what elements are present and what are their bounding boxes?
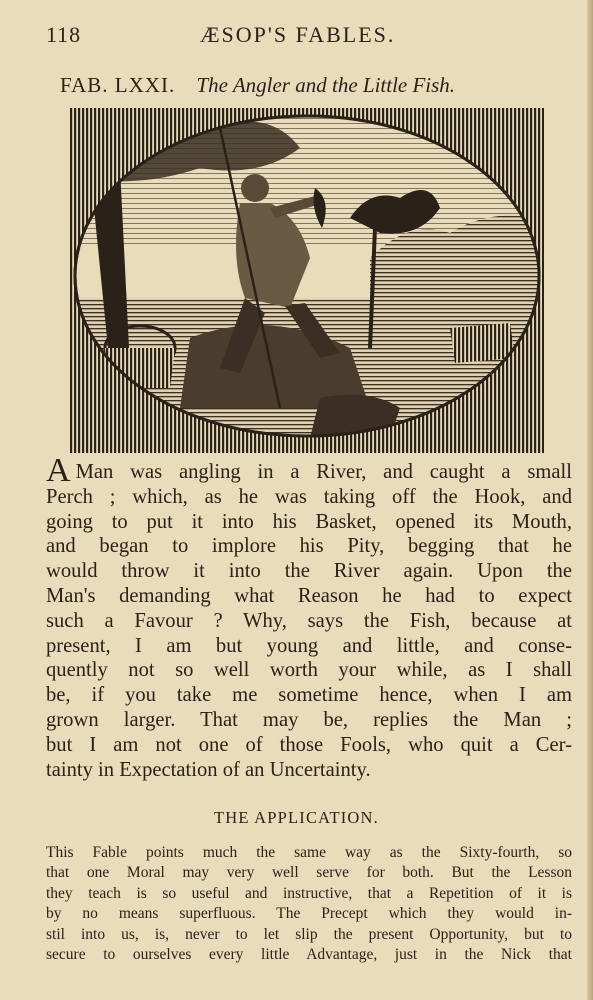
- application-line: stil into us, is, never to let slip the present Opportunity, but to: [46, 925, 572, 943]
- dropcap: A: [46, 452, 71, 489]
- fable-line: but I am not one of those Fools, who quit a Cer-: [46, 733, 572, 756]
- fable-line: Perch ; which, as he was taking off the Hook, and: [46, 485, 572, 508]
- fable-line: would throw it into the River again. Upon the: [46, 560, 572, 583]
- application-line: This Fable points much the same way as the Sixty-fourth, so: [46, 844, 572, 861]
- application-line: that one Moral may very well serve for both. But the Lesson: [46, 864, 572, 882]
- fable-line: and began to implore his Pity, begging that he: [46, 535, 572, 558]
- book-title: ÆSOP'S FABLES.: [200, 22, 396, 47]
- application-line: secure to ourselves every little Advantage, just in the Nick that: [46, 945, 572, 963]
- fable-line: present, I am but young and little, and conse-: [46, 634, 572, 657]
- fable-heading: [60, 73, 563, 98]
- woodcut-illustration: [70, 108, 544, 453]
- fable-line: going to put it into his Basket, opened its Mouth,: [46, 510, 572, 533]
- page-number: 118: [46, 22, 82, 47]
- application-body: [46, 843, 572, 965]
- fable-line: tainty in Expectation of an Uncertainty.: [46, 758, 371, 781]
- running-head: [46, 22, 569, 52]
- fable-body: [46, 452, 572, 782]
- application-line: they teach is so useful and instructive, that a Repetition of it is: [46, 884, 572, 902]
- page-edge: [587, 0, 593, 1000]
- application-line: by no means superfluous. The Precept which they would in-: [46, 905, 572, 923]
- fable-line: quently not so well worth your while, as I shall: [46, 659, 572, 682]
- application-heading: THE APPLICATION.: [214, 808, 379, 827]
- fable-line-1: A Man was angling in a River, and caught a small: [46, 452, 572, 489]
- angler-engraving: [70, 108, 544, 453]
- fable-line: be, if you take me sometime hence, when I am: [46, 684, 572, 707]
- fable-number: FAB. LXXI.: [60, 73, 176, 97]
- fable-line: such a Favour ? Why, says the Fish, because at: [46, 609, 572, 632]
- fable-title: The Angler and the Little Fish.: [196, 73, 456, 97]
- fable-line: grown larger. That may be, replies the Man ;: [46, 708, 572, 731]
- fable-line: Man's demanding what Reason he had to expect: [46, 584, 572, 607]
